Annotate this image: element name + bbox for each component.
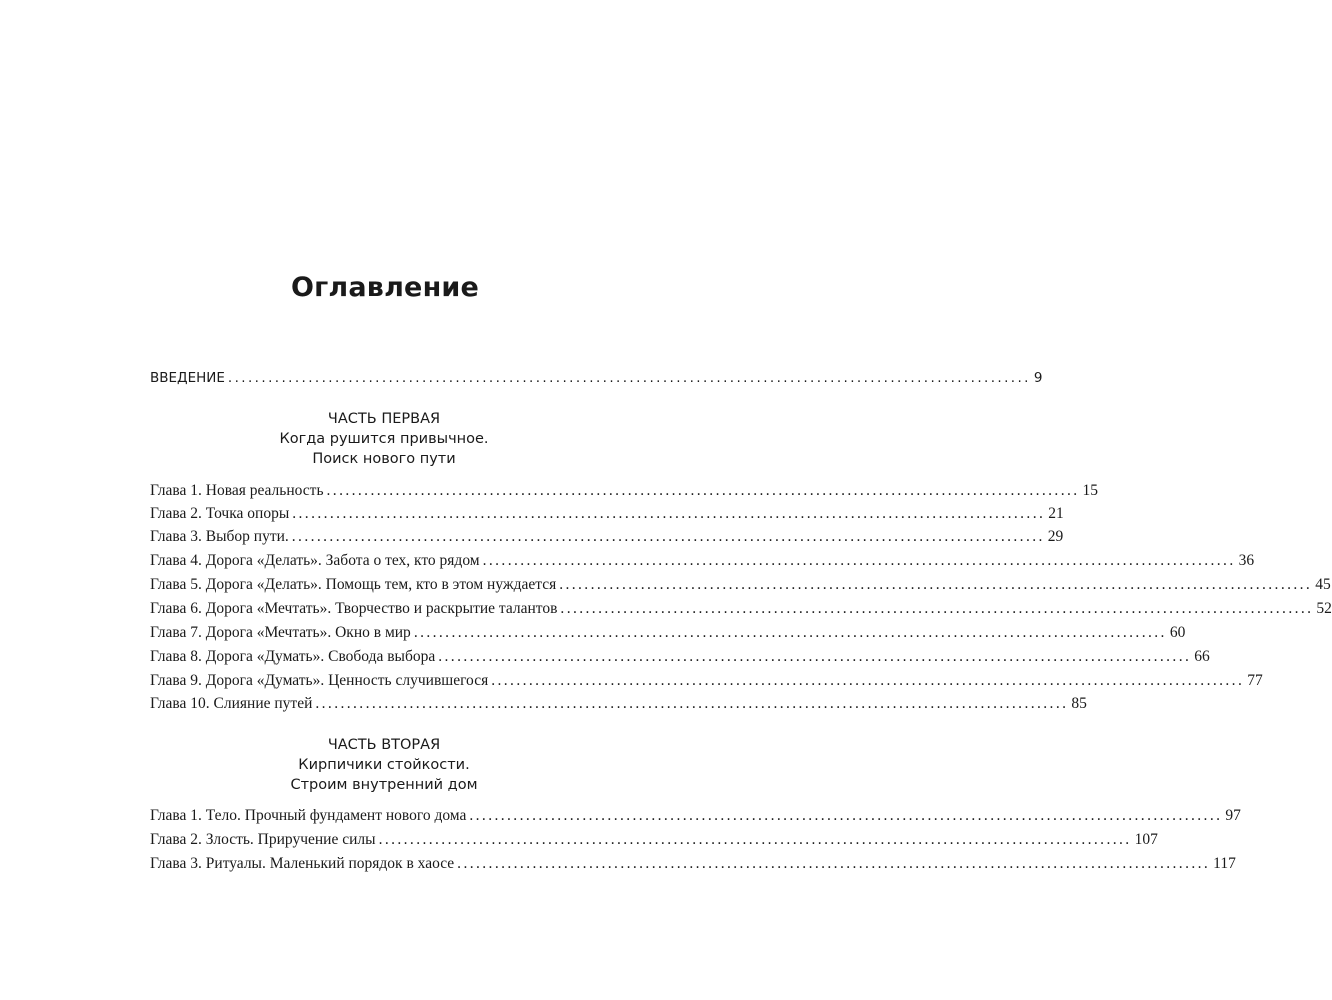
toc-page-number: 107 — [1134, 831, 1158, 848]
toc-entry[interactable] — [150, 527, 1064, 547]
toc-entry-label: Глава 3. Ритуалы. Маленький порядок в хаосе — [150, 855, 455, 872]
toc-entry-label: Глава 9. Дорога «Думать». Ценность случившегося — [150, 672, 489, 689]
page-title: Оглавление — [290, 272, 480, 303]
toc-page-number: 21 — [1048, 505, 1064, 522]
dot-leader: ........................................................................................................................ — [491, 672, 1245, 689]
dot-leader: ........................................................................................................................ — [457, 855, 1211, 872]
dot-leader: ........................................................................................................................ — [227, 370, 1031, 386]
toc-entry-label: Глава 1. Тело. Прочный фундамент нового дома — [150, 807, 467, 824]
toc-page-number: 15 — [1082, 482, 1099, 499]
toc-entry-label: Глава 1. Новая реальность — [150, 482, 324, 499]
part-two-subtitle-line1: Кирпичики стойкости. — [298, 757, 470, 773]
toc-entry[interactable] — [150, 694, 1087, 714]
toc-page-number: 66 — [1194, 648, 1210, 665]
toc-entry-label: Глава 2. Злость. Приручение силы — [150, 831, 376, 848]
dot-leader: ........................................................................................................................ — [560, 600, 1314, 617]
toc-entry-intro[interactable] — [150, 368, 1043, 388]
toc-entry[interactable] — [150, 806, 1241, 826]
toc-entry[interactable] — [150, 504, 1064, 524]
dot-leader: ........................................................................................................................ — [559, 576, 1313, 593]
toc-entry-label: Глава 5. Дорога «Делать». Помощь тем, кто в этом нуждается — [150, 576, 557, 593]
toc-page-number: 52 — [1316, 600, 1332, 617]
dot-leader: ........................................................................................................................ — [326, 482, 1080, 499]
toc-entry[interactable] — [150, 830, 1158, 850]
toc-entry-label: Глава 2. Точка опоры — [150, 505, 290, 522]
dot-leader: ........................................................................................................................ — [315, 695, 1069, 712]
toc-page-number: 85 — [1071, 695, 1087, 712]
part-one-subtitle-line2: Поиск нового пути — [312, 451, 456, 467]
toc-page-number: 45 — [1315, 576, 1331, 593]
toc-page-number: 77 — [1247, 672, 1263, 689]
toc-entry-label: Глава 8. Дорога «Думать». Свобода выбора — [150, 648, 436, 665]
dot-leader: ........................................................................................................................ — [482, 552, 1236, 569]
toc-entry-label: Глава 6. Дорога «Мечтать». Творчество и раскрытие талантов — [150, 600, 558, 617]
toc-entry[interactable] — [150, 671, 1263, 691]
part-two-subtitle-line2: Строим внутренний дом — [290, 777, 478, 793]
toc-entry[interactable] — [150, 647, 1210, 667]
toc-entry[interactable] — [150, 599, 1332, 619]
toc-entry[interactable] — [150, 623, 1186, 643]
part-one-heading: ЧАСТЬ ПЕРВАЯ — [327, 411, 441, 427]
toc-entry-label: Глава 7. Дорога «Мечтать». Окно в мир — [150, 624, 411, 641]
dot-leader: ........................................................................................................................ — [469, 807, 1223, 824]
toc-page-number: 117 — [1213, 855, 1236, 872]
part-one-subtitle-line1: Когда рушится привычное. — [279, 431, 489, 447]
toc-entry-label: ВВЕДЕНИЕ — [150, 370, 225, 386]
toc-entry[interactable] — [150, 575, 1331, 595]
toc-page-number: 9 — [1033, 370, 1043, 386]
dot-leader: ........................................................................................................................ — [413, 624, 1167, 641]
toc-entry[interactable] — [150, 854, 1236, 874]
dot-leader: ........................................................................................................................ — [292, 505, 1046, 522]
dot-leader: ........................................................................................................................ — [378, 831, 1132, 848]
toc-entry-label: Глава 4. Дорога «Делать». Забота о тех, кто рядом — [150, 552, 480, 569]
dot-leader: ........................................................................................................................ — [291, 528, 1045, 545]
toc-entry-label: Глава 3. Выбор пути. — [150, 528, 289, 545]
toc-entry[interactable] — [150, 551, 1255, 571]
toc-page-number: 60 — [1169, 624, 1186, 641]
dot-leader: ........................................................................................................................ — [438, 648, 1192, 665]
part-two-heading: ЧАСТЬ ВТОРАЯ — [327, 737, 441, 753]
toc-page-number: 97 — [1225, 807, 1241, 824]
toc-page-number: 29 — [1047, 528, 1064, 545]
toc-entry[interactable] — [150, 481, 1099, 501]
toc-entry-label: Глава 10. Слияние путей — [150, 695, 313, 712]
toc-page-number: 36 — [1238, 552, 1255, 569]
